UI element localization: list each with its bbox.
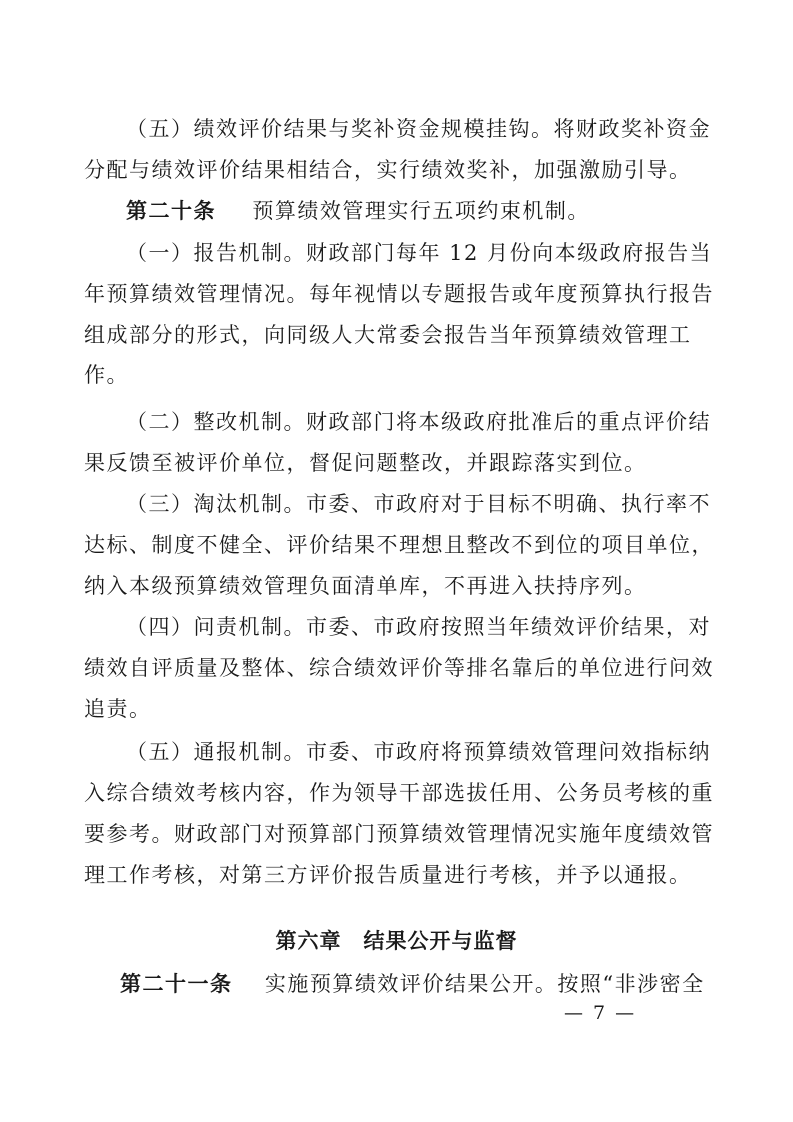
paragraph-line: （二）整改机制。财政部门将本级政府批准后的重点评价结 (126, 410, 711, 434)
paragraph-line: 入综合绩效考核内容，作为领导干部选拔任用、公务员考核的重 (84, 781, 714, 805)
article-20-text: 预算绩效管理实行五项约束机制。 (252, 199, 590, 223)
paragraph-line: 要参考。财政部门对预算部门预算绩效管理情况实施年度绩效管 (84, 822, 714, 846)
article-20-label: 第二十条 (126, 199, 216, 223)
paragraph-line: 作。 (84, 363, 129, 387)
paragraph-line: （三）淘汰机制。市委、市政府对于目标不明确、执行率不 (126, 492, 711, 516)
article-21-label: 第二十一条 (120, 972, 233, 996)
paragraph-line: 理工作考核，对第三方评价报告质量进行考核，并予以通报。 (84, 863, 692, 887)
chapter-name: 结果公开与监督 (363, 929, 518, 953)
chapter-number: 第六章 (275, 929, 342, 953)
paragraph-line: 绩效自评质量及整体、综合绩效评价等排名靠后的单位进行问效 (84, 656, 714, 680)
paragraph-line: 组成部分的形式，向同级人大常委会报告当年预算绩效管理工 (84, 323, 692, 347)
page-number: — 7 — (564, 1002, 637, 1024)
paragraph-line: （四）问责机制。市委、市政府按照当年绩效评价结果，对 (126, 615, 711, 639)
chapter-title (0, 926, 793, 956)
article-20-heading-line (126, 196, 766, 226)
paragraph-line: 果反馈至被评价单位，督促问题整改，并跟踪落实到位。 (84, 451, 647, 475)
paragraph-line: 纳入本级预算绩效管理负面清单库，不再进入扶持序列。 (84, 574, 647, 598)
paragraph-line: 分配与绩效评价结果相结合，实行绩效奖补，加强激励引导。 (84, 158, 692, 182)
article-21-text: 实施预算绩效评价结果公开。按照“非涉密全 (264, 972, 705, 996)
article-21-heading-line (120, 969, 760, 999)
paragraph-line: （五）通报机制。市委、市政府将预算绩效管理问效指标纳 (126, 740, 711, 764)
paragraph-line: （一）报告机制。财政部门每年 12 月份向本级政府报告当 (126, 241, 713, 265)
paragraph-line: 追责。 (84, 697, 152, 721)
paragraph-line: 年预算绩效管理情况。每年视情以专题报告或年度预算执行报告 (84, 282, 714, 306)
paragraph-line: （五）绩效评价结果与奖补资金规模挂钩。将财政奖补资金 (126, 117, 711, 141)
paragraph-line: 达标、制度不健全、评价结果不理想且整改不到位的项目单位， (84, 533, 714, 557)
